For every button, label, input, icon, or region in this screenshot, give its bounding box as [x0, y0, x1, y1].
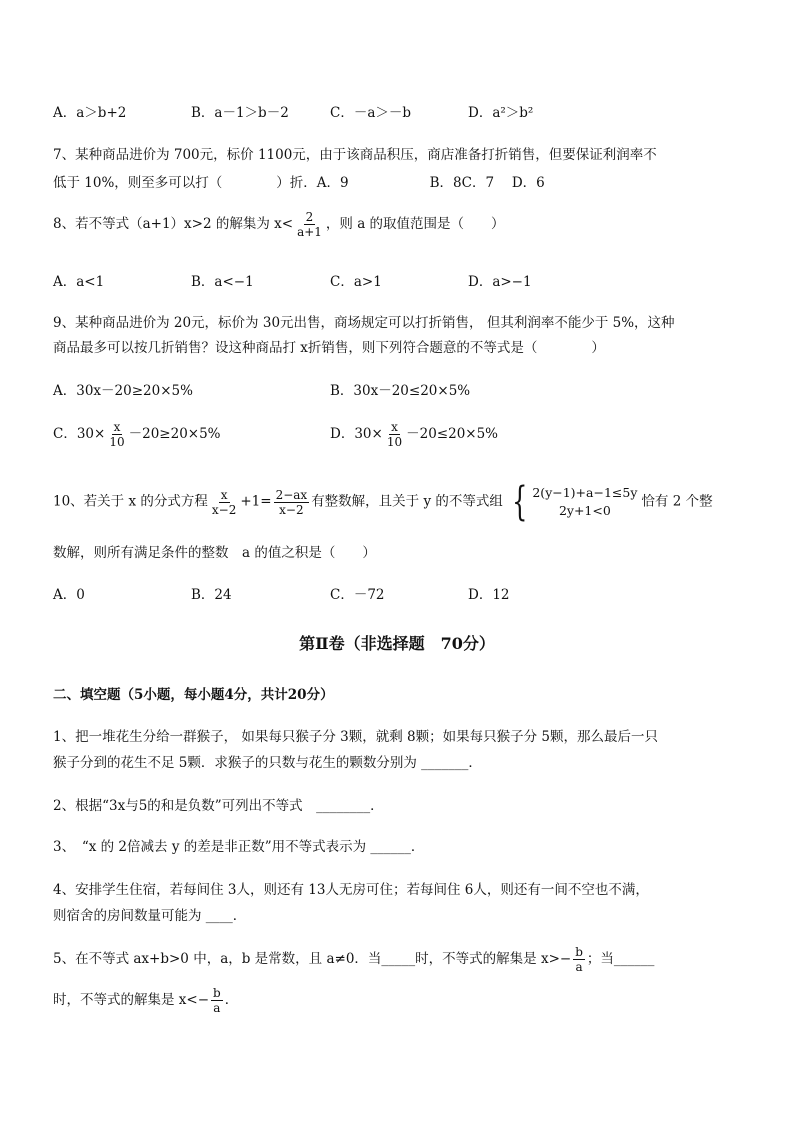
q10-option-a: A．0 — [53, 587, 85, 603]
q8-option-c: C．a>1 — [330, 274, 382, 290]
f1-line1: 1、把一堆花生分给一群猴子， 如果每只猴子分 3颗，就剩 8颗；如果每只猴子分 5颗，那么最后一只 — [53, 729, 659, 745]
q8-stem — [53, 210, 505, 239]
f3-line: 3、 “x 的 2倍减去 y 的差是非正数”用不等式表示为 ______． — [53, 839, 425, 855]
q9-c-frac-num: x — [113, 420, 121, 434]
q9-option-d-suffix: －20≤20×5% — [406, 426, 499, 442]
f4-line2: 则宿舍的房间数量可能为 ____． — [53, 908, 247, 924]
f5-line2-suffix: ． — [224, 992, 239, 1008]
q9-option-c — [53, 420, 221, 449]
q8-option-b: B．a<−1 — [191, 274, 254, 290]
f5-line2 — [53, 986, 238, 1015]
f5-fraction-2 — [211, 986, 223, 1015]
q9-d-frac-den: 10 — [386, 435, 403, 449]
q10-frac1-num: x — [220, 487, 228, 502]
f5-frac2-num: b — [213, 986, 221, 1000]
q10-fraction-2 — [274, 488, 310, 517]
q8-frac-num: 2 — [305, 210, 314, 224]
q8-prefix: 8、若不等式（a+1）x>2 的解集为 x< — [53, 216, 294, 232]
f1-line2: 猴子分到的花生不足 5颗．求猴子的只数与花生的颗数分别为 _______． — [53, 755, 482, 771]
f5-line2-prefix: 时，不等式的解集是 x<− — [53, 992, 210, 1008]
q10-fraction-1 — [210, 488, 238, 517]
q9-option-d-prefix: D．30× — [330, 426, 383, 442]
q9-option-c-fraction — [107, 420, 126, 449]
q9-option-c-prefix: C．30× — [53, 426, 106, 442]
q10-line2: 数解，则所有满足条件的整数 a 的值之积是（ ） — [53, 545, 376, 561]
f5-frac1-den: a — [575, 960, 583, 974]
f5-frac1-num: b — [575, 945, 583, 959]
part2-heading: 第Ⅱ卷（非选择题 70分） — [299, 634, 495, 653]
q7-line1: 7、某种商品进价为 700元，标价 1100元，由于该商品积压，商店准备打折销售，但要保证利润率不 — [53, 147, 657, 163]
f5-fraction-1 — [573, 945, 585, 974]
q6-option-b: B．a－1＞b－2 — [191, 105, 289, 121]
q10-frac1-den: x−2 — [211, 502, 237, 517]
q10-left-brace: { — [511, 479, 528, 525]
q9-option-d-fraction — [385, 420, 404, 449]
q8-suffix: ，则 a 的取值范围是（ ） — [325, 216, 505, 232]
q9-line2: 商品最多可以按几折销售？设这种商品打 x折销售，则下列符合题意的不等式是（ ） — [53, 340, 605, 356]
q8-fraction — [295, 210, 324, 239]
f5-frac2-den: a — [213, 1001, 221, 1015]
f2-line: 2、根据“3x与5的和是负数”可列出不等式 ________． — [53, 798, 384, 814]
q10-suffix: 恰有 2 个整 — [641, 493, 713, 510]
q8-frac-den: a+1 — [297, 225, 322, 239]
q10-frac2-den: x−2 — [279, 502, 304, 517]
q10-inequality-system — [507, 479, 638, 525]
q10-option-d: D．12 — [468, 587, 510, 603]
q10-option-b: B．24 — [191, 587, 232, 603]
section2-title: 二、填空题（5小题，每小题4分，共计20分） — [53, 687, 334, 703]
f5-line1 — [53, 945, 654, 974]
q6-option-a: A．a＞b+2 — [53, 105, 127, 121]
f5-part2: ；当______ — [586, 951, 655, 967]
q8-option-a: A．a<1 — [53, 274, 105, 290]
q9-option-c-suffix: －20≥20×5% — [128, 426, 221, 442]
q10-plus-one: +1= — [240, 493, 272, 510]
q10-system-row-2: 2y+1<0 — [558, 503, 611, 518]
q9-option-b: B．30x－20≤20×5% — [330, 383, 471, 399]
q7-line2: 低于 10%，则至多可以打（ ）折．A．9 B．8C．7 D．6 — [53, 175, 545, 191]
q9-option-a: A．30x－20≥20×5% — [53, 383, 193, 399]
f4-line1: 4、安排学生住宿，若每间住 3人，则还有 13人无房可住；若每间住 6人，则还有一间不空也不满， — [53, 882, 649, 898]
q10-prefix: 10、若关于 x 的分式方程 — [53, 493, 208, 510]
q10-option-c: C．－72 — [330, 587, 385, 603]
q6-option-c: C．－a＞－b — [330, 105, 412, 121]
f5-part1: 5、在不等式 ax+b>0 中，a，b 是常数，且 a≠0．当_____时，不等式的解集是 x>− — [53, 951, 572, 967]
q9-c-frac-den: 10 — [109, 435, 125, 449]
q10-stem — [53, 479, 713, 525]
q10-middle: 有整数解，且关于 y 的不等式组 — [311, 493, 503, 510]
q9-line1: 9、某种商品进价为 20元，标价为 30元出售，商场规定可以打折销售， 但其利润率不能少于 5%，这种 — [53, 315, 675, 331]
q6-option-d: D．a²＞b² — [468, 105, 534, 121]
q10-frac2-num: 2−ax — [275, 487, 308, 502]
q10-system-row-1: 2(y−1)+a−1≤5y — [532, 485, 638, 500]
q8-option-d: D．a>−1 — [468, 274, 532, 290]
q9-option-d — [330, 420, 498, 449]
q9-d-frac-num: x — [391, 420, 398, 434]
